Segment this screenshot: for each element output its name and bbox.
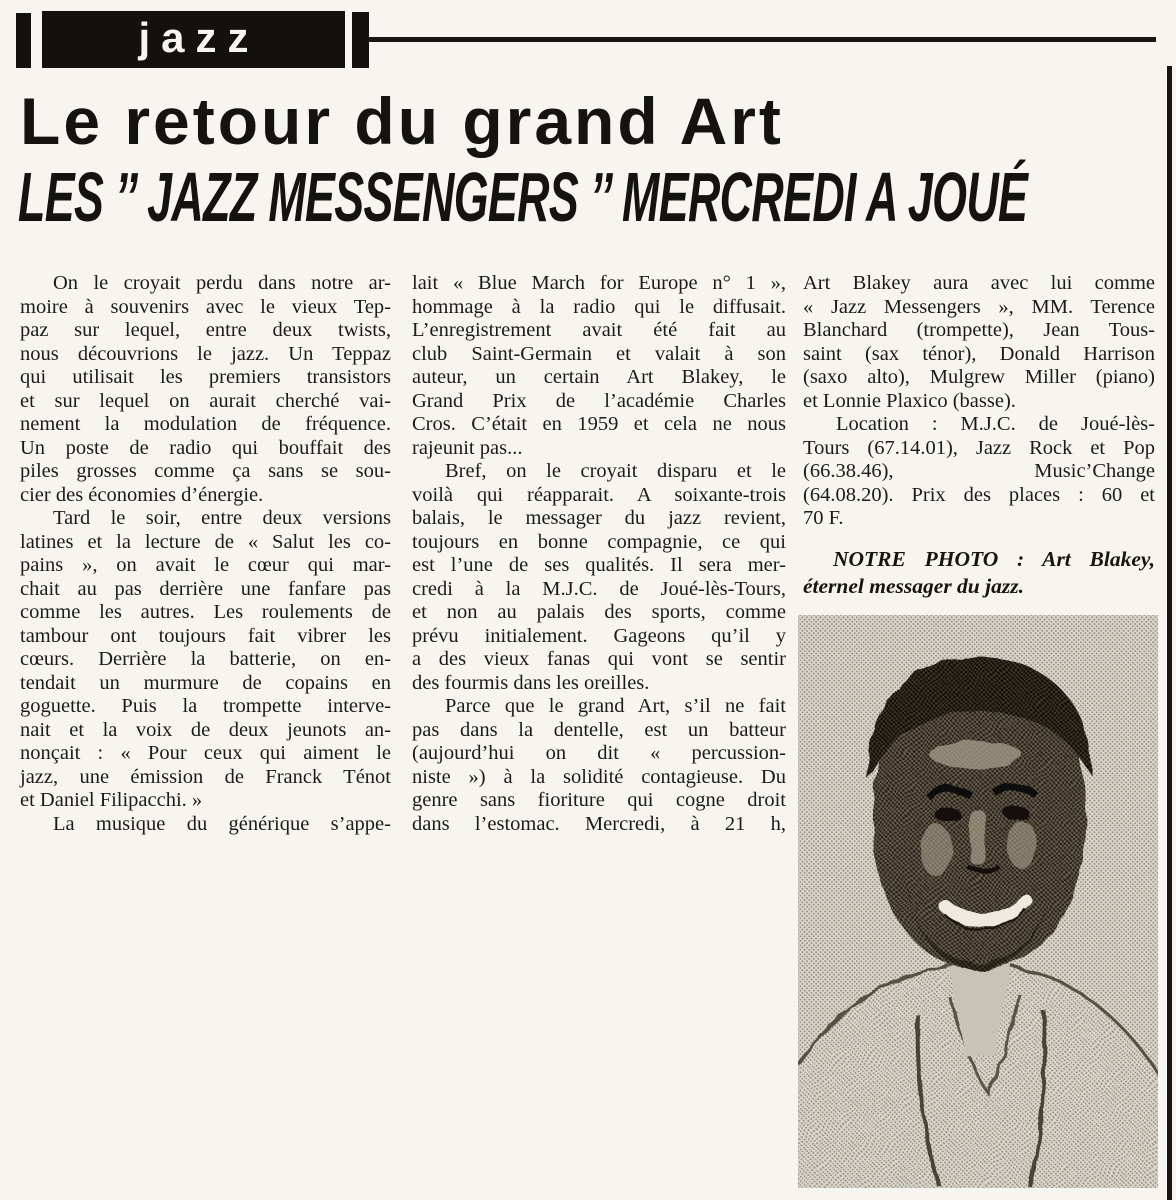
body-line: voilà qui réapparait. A soixante-trois [412,483,786,506]
body-line: saint (sax ténor), Donald Harrison [803,342,1155,365]
body-line: auteur, un certain Art Blakey, le [412,366,786,388]
body-line: nonçait : « Pour ceux qui aiment le [20,742,391,764]
body-line: moire à souvenirs avec le vieux Tep- [20,295,391,318]
body-line: Bref, on le croyait disparu et le [445,460,786,482]
photo-caption [803,546,1155,599]
body-line: pas dans la dentelle, est un batteur [412,718,786,741]
halftone-portrait [798,615,1158,1188]
body-line: Un poste de radio qui bouffait des [20,436,391,459]
caption-line: éternel messager du jazz. [803,573,1024,598]
body-line: club Saint-Germain et valait à son [412,342,786,365]
body-line: comme les autres. Les roulements de [20,601,391,623]
body-line: des fourmis dans les oreilles. [412,671,650,694]
headline-subtitle [18,158,1176,236]
body-line: nous découvrions le jazz. Un Teppaz [20,342,391,365]
body-line: dans l’estomac. Mercredi, à 21 h, [412,812,786,835]
art-blakey-photo [798,615,1158,1188]
body-line: (aujourd’hui on dit « percussion- [412,742,786,764]
body-line: niste ») à la solidité contagieuse. Du [412,765,786,788]
body-line: et sur lequel on aurait cherché vai- [20,389,391,412]
body-line: a des vieux fanas qui vont se sentir [412,648,786,670]
body-line: latines et la lecture de « Salut les co- [20,530,391,553]
article-column-2 [412,272,786,836]
page-edge-rule [1167,66,1172,1200]
masthead-rule [369,37,1156,42]
body-line: tambour ont toujours fait vibrer les [20,624,391,647]
body-line: Grand Prix de l’académie Charles [412,389,786,412]
body-line: cœurs. Derrière la batterie, on en- [20,648,391,670]
headline-title: Le retour du grand Art [20,84,784,158]
body-line: genre sans fioriture qui cogne droit [412,789,786,811]
body-line: Art Blakey aura avec lui comme [803,272,1155,294]
body-line: prévu initialement. Gageons qu’il y [412,624,786,647]
body-line: « Jazz Messengers », MM. Terence [803,295,1155,318]
section-label-box [42,11,345,68]
headline-subtitle-text: LES ’’ JAZZ MESSENGERS ’’ MERCREDI A JOUÉ [18,158,1028,236]
body-line: On le croyait perdu dans notre ar- [53,272,391,294]
body-line: paz sur lequel, entre deux twists, [20,319,391,341]
body-line: piles grosses comme ça sans se sou- [20,460,391,482]
body-line: est l’une de ses qualités. Il sera mer- [412,554,786,576]
body-line: nait et la voix de deux jeunots an- [20,718,391,741]
section-label: jazz [138,13,260,61]
body-line: L’enregistrement avait été fait au [412,319,786,341]
body-line: cier des économies d’énergie. [20,483,264,506]
body-line: goguette. Puis la trompette interve- [20,695,391,717]
article-column-3 [803,272,1155,531]
body-line: hommage à la radio qui le diffusait. [412,295,786,318]
body-line: Parce que le grand Art, s’il ne fait [445,695,786,717]
body-line: et non au palais des sports, comme [412,601,786,623]
body-line: toujours en bonne compagnie, ce qui [412,530,786,553]
body-line: tendait un murmure de copains en [20,671,391,694]
body-line: Tard le soir, entre deux versions [53,507,391,529]
body-line: chait au pas derrière une fanfare pas [20,577,391,600]
body-line: (64.08.20). Prix des places : 60 et [803,483,1155,506]
body-line: (66.38.46), Music’Change [803,460,1155,482]
body-line: lait « Blue March for Europe n° 1 », [412,272,786,294]
body-line: Blanchard (trompette), Jean Tous- [803,319,1155,341]
body-line: pains », on avait le cœur qui mar- [20,554,391,576]
masthead-tick-right [352,12,369,68]
body-line: 70 F. [803,507,844,529]
body-line: qui utilisait les premiers transistors [20,366,391,388]
body-line: balais, le messager du jazz revient, [412,507,786,529]
body-line: Cros. C’était en 1959 et cela ne nous [412,413,786,435]
caption-line: NOTRE PHOTO : Art Blakey, [833,547,1155,571]
body-line: credi à la M.J.C. de Joué-lès-Tours, [412,577,786,600]
body-line: nement la modulation de fréquence. [20,413,391,435]
body-line: et Lonnie Plaxico (basse). [803,389,1016,412]
body-line: Tours (67.14.01), Jazz Rock et Pop [803,436,1155,459]
masthead-tick-left [16,13,31,68]
body-line: La musique du générique s’appe- [53,812,391,835]
body-line: et Daniel Filipacchi. » [20,789,203,811]
body-line: Location : M.J.C. de Joué-lès- [836,413,1155,435]
body-line: jazz, une émission de Franck Ténot [20,765,391,788]
body-line: (saxo alto), Mulgrew Miller (piano) [803,366,1155,388]
body-line: rajeunit pas... [412,436,523,459]
article-column-1 [20,272,391,836]
